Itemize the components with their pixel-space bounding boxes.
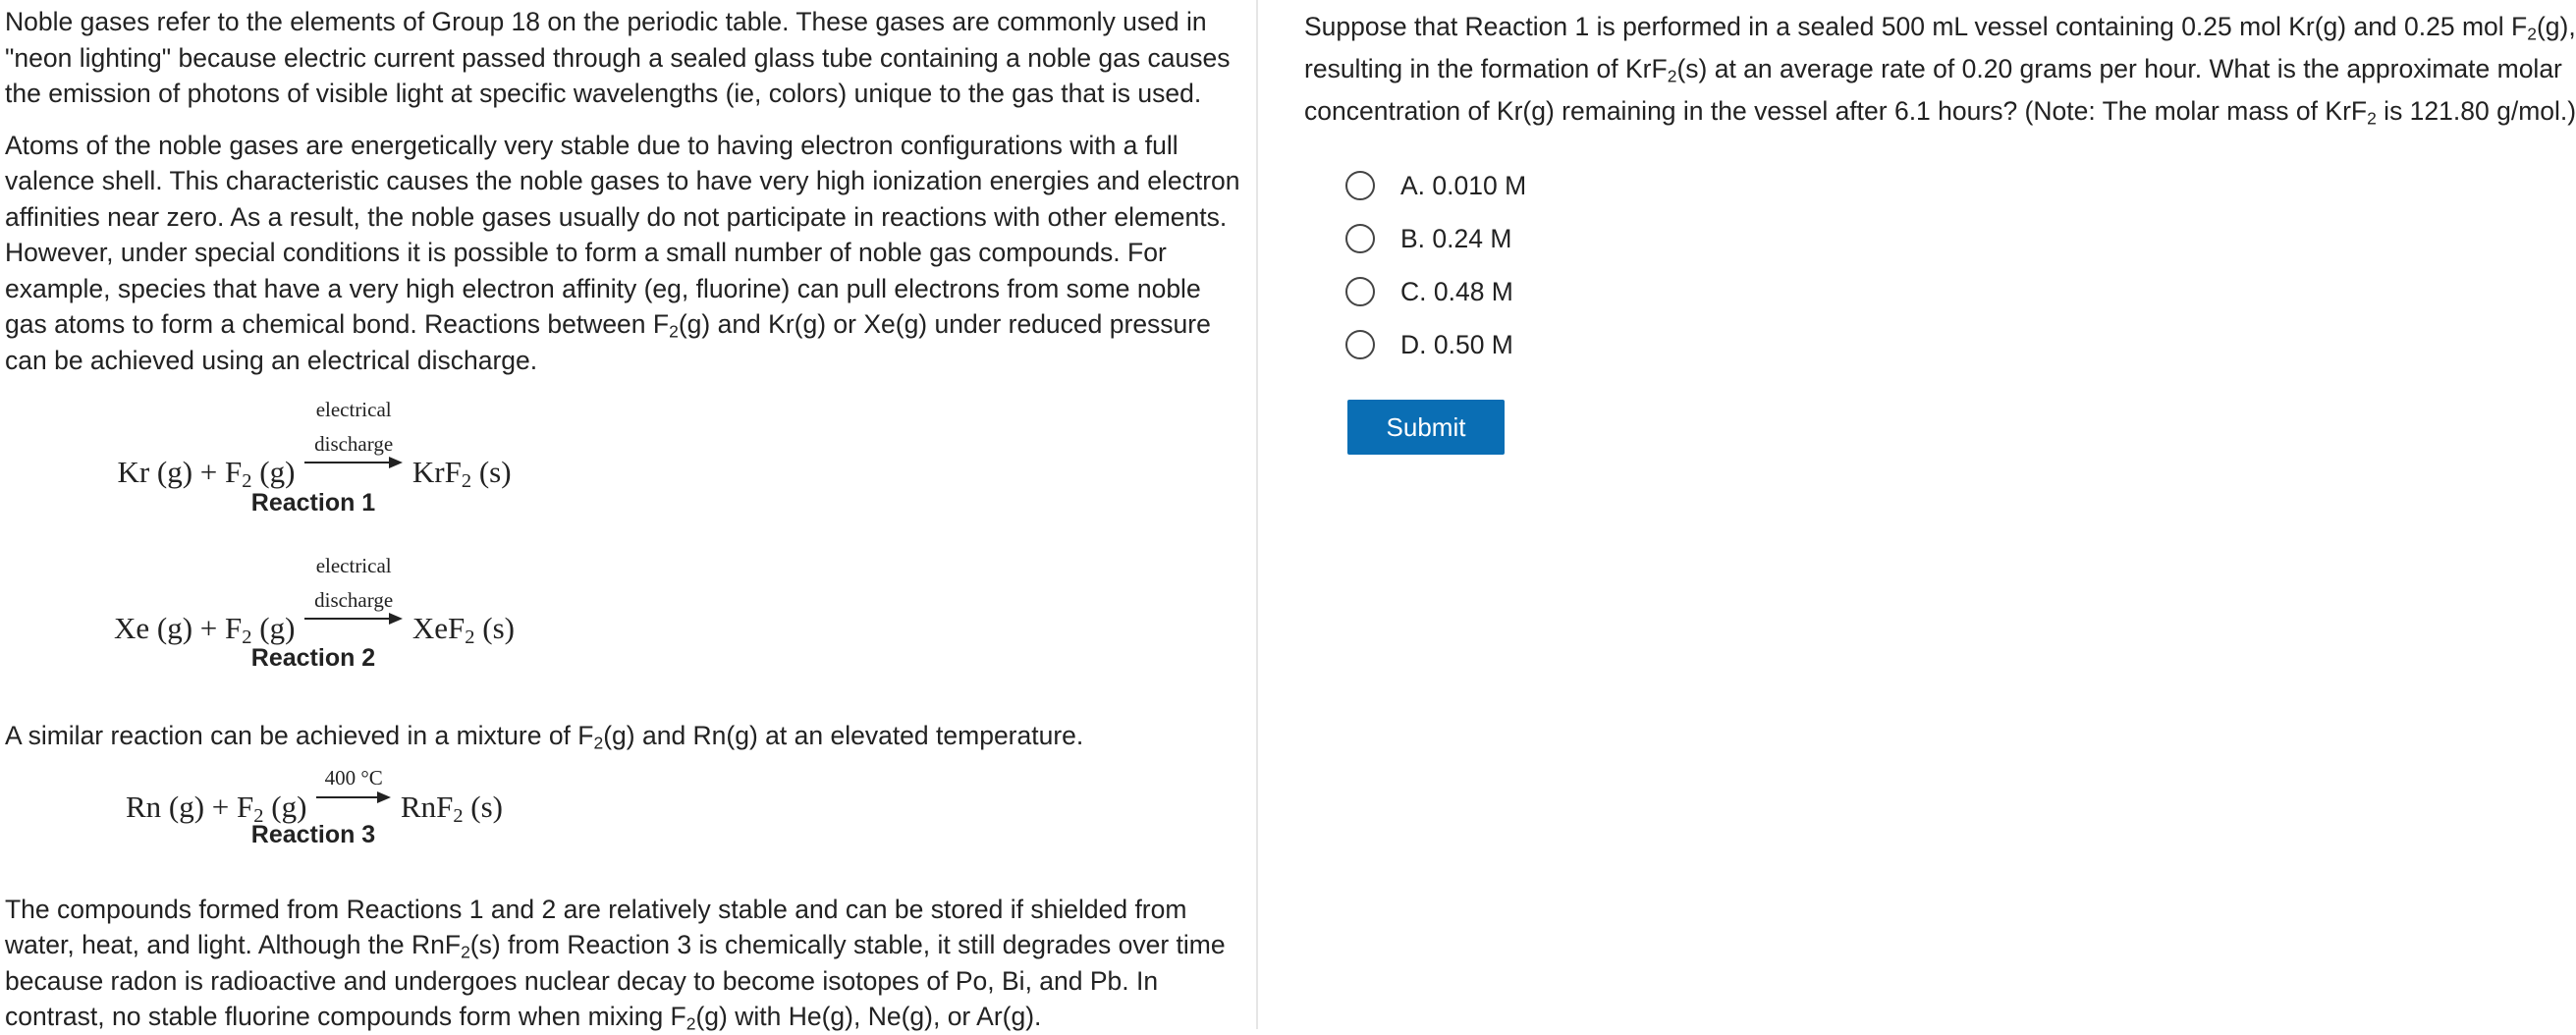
reaction-2-arrow: electrical discharge [304,599,403,638]
reaction-3-caption: Reaction 3 [250,820,376,848]
panel-divider [1256,0,1258,1029]
choice-d[interactable] [1345,318,1526,371]
choice-c-label[interactable]: C. 0.48 M [1400,277,1513,306]
choice-c[interactable] [1345,265,1526,318]
question-line-3: concentration of Kr(g) remaining in the vessel after 6.1 hours? (Note: The molar mass of KrF$_2$ is 121.80 g/mol.) [1304,96,2576,129]
submit-button[interactable]: Submit [1347,400,1505,455]
radio-button-a[interactable] [1345,171,1375,200]
reaction-1-equation: Kr $(g) + F_2$ (g) electrical discharge KrF$_2$ (s) [117,398,512,493]
choice-b-label[interactable]: B. 0.24 M [1400,224,1512,253]
reaction-1-caption: Reaction 1 [250,489,376,517]
passage-paragraph-2: Atoms of the noble gases are energetically very stable due to having electron configurations with a full valence shell. This characteristic causes the noble gases to have very high ionization energies and electron affinities near zero. As a result, the noble gases usually do not participate in reactions with other elements. However, under special conditions it is possible to form a small number of noble gas compounds. For example, species that have a very high electron affinity (eg, fluorine) can pull electrons from some noble gas atoms to form a chemical bond. Reactions between $F_2(g)$ and Kr(g) or Xe(g) under reduced pressure can be achieved using an electrical discharge. [5,130,1240,375]
question-stem [1304,6,2576,133]
reaction-1-arrow: electrical discharge [304,443,403,482]
radio-button-d[interactable] [1345,330,1375,359]
reaction-2-equation: Xe $(g) + F_2$ (g) electrical discharge XeF$_2$ (s) [114,554,515,649]
reaction-3-arrow: 400 °C [316,778,391,817]
reaction-2 [5,554,1223,718]
question-line-2: resulting in the formation of KrF$_2$(s) at an average rate of 0.20 grams per hour. What is the approximate molar [1304,54,2562,86]
radio-button-c[interactable] [1345,277,1375,306]
passage-paragraph-1: Noble gases refer to the elements of Group 18 on the periodic table. These gases are commonly used in "neon lighting" because electric current passed through a sealed glass tube containing a noble gas causes the emission of photons of visible light at specific wavelengths (ie, colors) unique to the gas that is used. [5,7,1231,108]
question-line-1: Suppose that Reaction 1 is performed in a sealed 500 mL vessel containing 0.25 mol Kr(g) and 0.25 mol $F_2(g)$, [1304,12,2576,44]
reaction-3 [5,754,1223,892]
reaction-1 [5,394,1223,561]
reaction-2-caption: Reaction 2 [250,644,376,672]
passage-paragraph-4: The compounds formed from Reactions 1 and 2 are relatively stable and can be stored if shielded from water, heat, and light. Although the RnF$_2$(s) from Reaction 3 is chemically stable, it still degrades over time because radon is radioactive and undergoes nuclear decay to become isotopes of Po, Bi, and Pb. In contrast, no stable fluorine compounds form when mixing $F_2(g)$ with He(g), Ne(g), or Ar(g). [5,894,1226,1034]
reaction-3-equation: Rn $(g) + F_2$ (g) 400 °C RnF$_2$ (s) [125,765,504,827]
choice-d-label[interactable]: D. 0.50 M [1400,330,1513,359]
passage-panel [0,0,1247,1034]
answer-choices [1345,159,1526,371]
choice-a[interactable] [1345,159,1526,212]
choice-b[interactable] [1345,212,1526,265]
radio-button-b[interactable] [1345,224,1375,253]
passage-paragraph-3: A similar reaction can be achieved in a mixture of $F_2(g)$ and Rn(g) at an elevated temperature. [5,721,1084,753]
choice-a-label[interactable]: A. 0.010 M [1400,171,1527,200]
